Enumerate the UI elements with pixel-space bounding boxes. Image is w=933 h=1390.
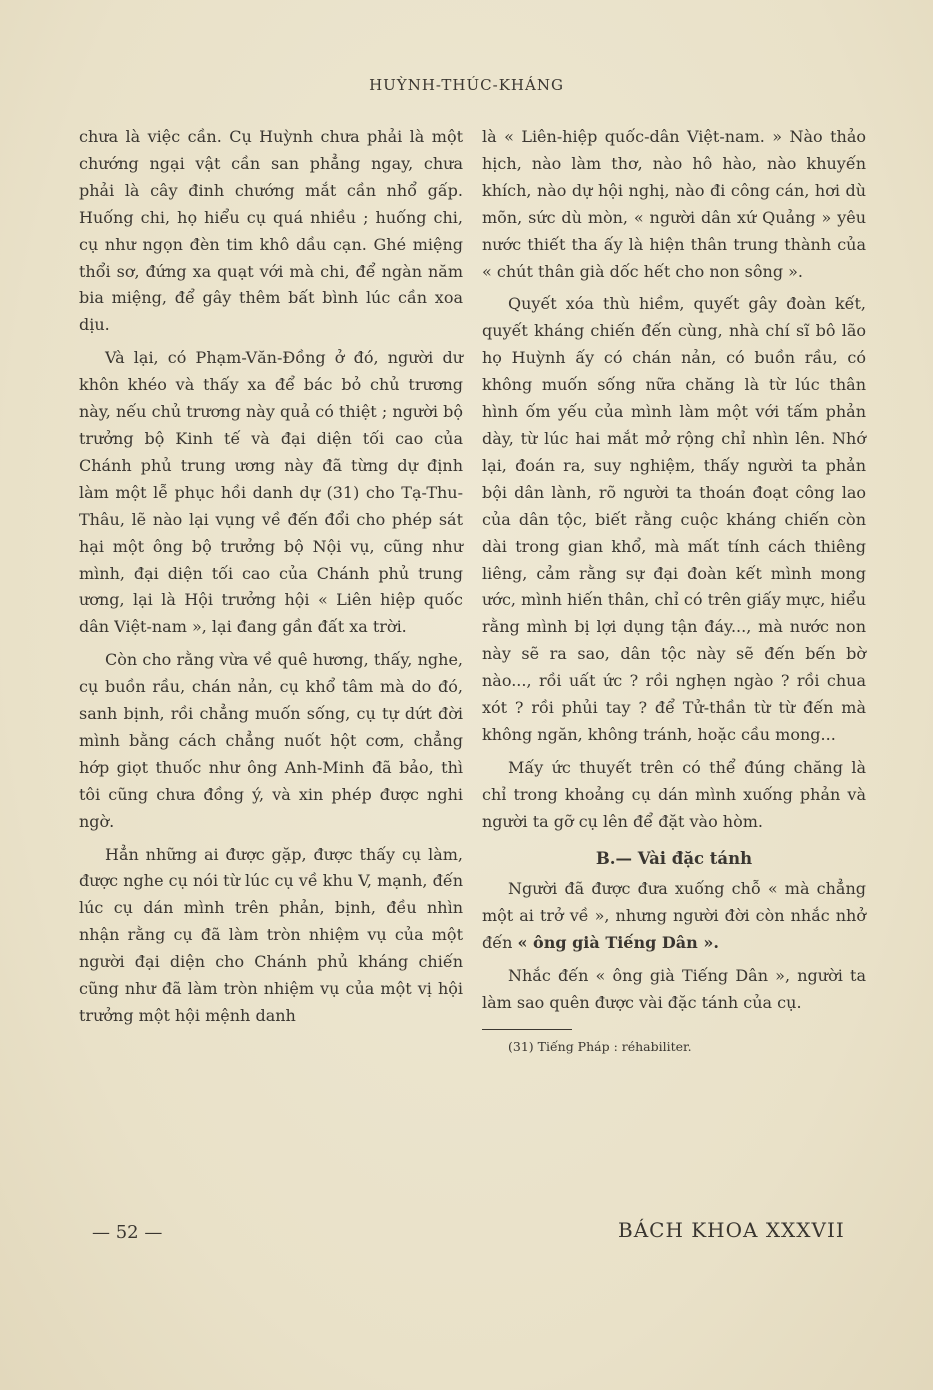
paragraph: Nhắc đến « ông già Tiếng Dân », người ta làm sao quên được vài đặc tánh của cụ. (482, 966, 866, 1013)
footnote-rule (482, 1029, 572, 1030)
emphasis-text: « ông già Tiếng Dân ». (517, 933, 719, 953)
paragraph: chưa là việc cần. Cụ Huỳnh chưa phải là một chướng ngại vật cần san phẳng ngay, chưa phải là cây đinh chướng mắt cần nhổ gấp. Huống chi, họ hiểu cụ quá nhiều ; huống chi, cụ như ngọn đèn tim khô dầu cạn. Ghé miệng thổi sơ, đứng xa quạt với mà chi, để ngàn năm bia miệng, để gây thêm bất bình lúc cần xoa dịu. (79, 127, 463, 335)
left-column (79, 124, 463, 1030)
paragraph: Mấy ức thuyết trên có thể đúng chăng là chỉ trong khoảng cụ dán mình xuống phản và người ta gỡ cụ lên để đặt vào hòm. (482, 757, 866, 831)
paragraph: Và lại, có Phạm-Văn-Đồng ở đó, người dư khôn khéo và thấy xa để bác bỏ chủ trương này, nếu chủ trương này quả có thiệt ; người bộ trưởng bộ Kinh tế và đại diện tối cao của Chánh phủ trung ương này đã từng dự định làm một lễ phục hồi danh dự (31) cho Tạ-Thu-Thâu, lẽ nào lại vụng về đến đổi cho phép sát hại một ông bộ trưởng bộ Nội vụ, cũng như mình, đại diện tối cao của Chánh phủ trung ương, lại là Hội trưởng hội « Liên hiệp quốc dân Việt-nam », lại đang gần đất xa trời. (79, 348, 463, 637)
running-head: HUỲNH-THÚC-KHÁNG (369, 76, 564, 94)
journal-title: BÁCH KHOA XXXVII (618, 1218, 845, 1242)
paragraph: là « Liên-hiệp quốc-dân Việt-nam. » Nào thảo hịch, nào làm thơ, nào hô hào, nào khuyến khích, nào dự hội nghị, nào đi công cán, hơi dù mõn, sức dù mòn, « người dân xứ Quảng » yêu nước thiết tha ấy là hiện thân trung thành của « chút thân già dốc hết cho non sông ». (482, 127, 866, 281)
footnote: (31) Tiếng Pháp : réhabiliter. (508, 1039, 692, 1054)
paragraph (482, 876, 866, 957)
paragraph: Hẳn những ai được gặp, được thấy cụ làm, được nghe cụ nói từ lúc cụ về khu V, mạnh, đến lúc cụ dán mình trên phản, bịnh, đều nhìn nhận rằng cụ đã làm tròn nhiệm vụ của một người đại diện cho Chánh phủ kháng chiến cũng như đã làm tròn nhiệm vụ của một vị hội trưởng một hội mệnh danh (79, 844, 463, 1025)
paragraph: Còn cho rằng vừa về quê hương, thấy, nghe, cụ buồn rầu, chán nản, cụ khổ tâm mà do đó, sanh bịnh, rồi chẳng muốn sống, cụ tự dứt đời mình bằng cách chẳng nuốt hột cơm, chẳng hớp giọt thuốc như ông Anh-Minh đã bảo, thì tôi cũng chưa đồng ý, và xin phép được nghi ngờ. (79, 650, 463, 831)
page-number: — 52 — (92, 1222, 163, 1243)
section-heading: B.— Vài đặc tánh (595, 848, 753, 868)
right-column (482, 124, 866, 1056)
paragraph: Quyết xóa thù hiềm, quyết gây đoàn kết, quyết kháng chiến đến cùng, nhà chí sĩ bô lão họ Huỳnh ấy có chán nản, có buồn rầu, có không muốn sống nữa chăng là từ lúc thân hình ốm yếu của mình làm một với tấm phản dày, từ lúc hai mắt mở rộng chỉ nhìn lên. Nhớ lại, đoán ra, suy nghiệm, thấy người ta phản bội dân lành, rõ người ta thoán đoạt công lao của dân tộc, biết rằng cuộc kháng chiến còn dài trong gian khổ, mà mất tính cách thiêng liêng, cảm rằng sự đại đoàn kết mình mong ước, mình hiến thân, chỉ có trên giấy mực, hiểu rằng mình bị lợi dụng tận đáy..., mà nước non này sẽ ra sao, dân tộc này sẽ đến bến bờ nào..., rồi uất ức ? rồi nghẹn ngào ? rồi chua xót ? rồi phủi tay ? để Tử-thần từ từ đến mà không ngăn, không tránh, hoặc cầu mong... (482, 294, 867, 744)
paragraph-text: Người đã được đưa xuống chỗ « mà chẳng một ai trở về », nhưng người đời còn nhắc nhở đến (482, 879, 866, 953)
